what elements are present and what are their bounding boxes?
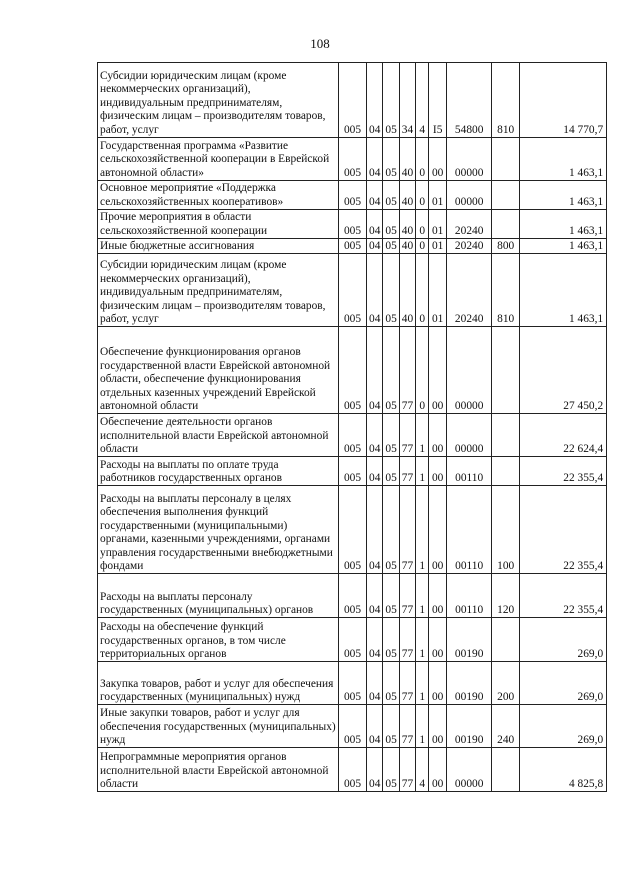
row-amount: 269,0 (520, 618, 607, 662)
expense-type-code: 200 (492, 662, 520, 705)
section-code: 04 (367, 210, 383, 239)
direction-code: 00110 (447, 486, 492, 574)
main-event-code: 01 (429, 181, 447, 210)
subprogram-code: 1 (416, 662, 429, 705)
table-row (98, 705, 607, 748)
subsection-code: 05 (383, 457, 399, 486)
direction-code: 00190 (447, 618, 492, 662)
ministry-code: 005 (339, 457, 367, 486)
row-amount: 22 624,4 (520, 414, 607, 457)
subsection-code: 05 (383, 63, 399, 138)
row-amount: 1 463,1 (520, 181, 607, 210)
main-event-code: 00 (429, 705, 447, 748)
program-code: 77 (399, 574, 415, 618)
program-code: 77 (399, 486, 415, 574)
table-row (98, 414, 607, 457)
row-name: Расходы на обеспечение функций государственных органов, в том числе территориальных органов (98, 618, 339, 662)
row-name: Расходы на выплаты персоналу в целях обеспечения выполнения функций государственными (муниципальными) органами, казенными учреждениями, органами управления государственными внебюджетными фондами (98, 486, 339, 574)
expense-type-code (492, 748, 520, 792)
section-code: 04 (367, 574, 383, 618)
program-code: 77 (399, 414, 415, 457)
program-code: 77 (399, 618, 415, 662)
table-row (98, 138, 607, 181)
direction-code: 00000 (447, 181, 492, 210)
direction-code: 00000 (447, 748, 492, 792)
program-code: 77 (399, 748, 415, 792)
expense-type-code (492, 210, 520, 239)
table-row (98, 457, 607, 486)
page-number: 108 (310, 36, 330, 51)
direction-code: 00190 (447, 662, 492, 705)
subsection-code: 05 (383, 748, 399, 792)
direction-code: 20240 (447, 254, 492, 327)
row-name: Расходы на выплаты персоналу государственных (муниципальных) органов (98, 574, 339, 618)
row-name: Государственная программа «Развитие сельскохозяйственной кооперации в Еврейской автономной области» (98, 138, 339, 181)
subsection-code: 05 (383, 210, 399, 239)
subprogram-code: 1 (416, 705, 429, 748)
subprogram-code: 1 (416, 618, 429, 662)
row-amount: 1 463,1 (520, 138, 607, 181)
ministry-code: 005 (339, 705, 367, 748)
main-event-code: 01 (429, 254, 447, 327)
direction-code: 00190 (447, 705, 492, 748)
subsection-code: 05 (383, 414, 399, 457)
program-code: 77 (399, 457, 415, 486)
main-event-code: 00 (429, 138, 447, 181)
program-code: 34 (399, 63, 415, 138)
row-amount: 269,0 (520, 705, 607, 748)
ministry-code: 005 (339, 63, 367, 138)
row-name: Расходы на выплаты по оплате труда работников государственных органов (98, 457, 339, 486)
main-event-code: 00 (429, 486, 447, 574)
row-name: Субсидии юридическим лицам (кроме некоммерческих организаций), индивидуальным предпринимателям, физическим лицам – производителям товаров, работ, услуг (98, 63, 339, 138)
ministry-code: 005 (339, 414, 367, 457)
subprogram-code: 0 (416, 239, 429, 254)
ministry-code: 005 (339, 574, 367, 618)
table-row (98, 748, 607, 792)
ministry-code: 005 (339, 486, 367, 574)
section-code: 04 (367, 138, 383, 181)
subsection-code: 05 (383, 574, 399, 618)
row-name: Непрограммные мероприятия органов исполнительной власти Еврейской автономной области (98, 748, 339, 792)
subsection-code: 05 (383, 327, 399, 414)
row-name: Закупка товаров, работ и услуг для обеспечения государственных (муниципальных) нужд (98, 662, 339, 705)
row-name: Иные бюджетные ассигнования (98, 239, 339, 254)
row-amount: 22 355,4 (520, 457, 607, 486)
section-code: 04 (367, 414, 383, 457)
row-amount: 269,0 (520, 662, 607, 705)
subsection-code: 05 (383, 181, 399, 210)
subprogram-code: 0 (416, 181, 429, 210)
table-row (98, 662, 607, 705)
table-row (98, 181, 607, 210)
section-code: 04 (367, 705, 383, 748)
direction-code: 00110 (447, 457, 492, 486)
subprogram-code: 4 (416, 63, 429, 138)
ministry-code: 005 (339, 748, 367, 792)
section-code: 04 (367, 327, 383, 414)
section-code: 04 (367, 63, 383, 138)
main-event-code: 00 (429, 662, 447, 705)
row-name: Обеспечение функционирования органов государственной власти Еврейской автономной области, обеспечение функционирования отдельных казенных учреждений Еврейской автономной области (98, 327, 339, 414)
ministry-code: 005 (339, 327, 367, 414)
table-row (98, 254, 607, 327)
main-event-code: 01 (429, 210, 447, 239)
row-amount: 1 463,1 (520, 239, 607, 254)
subsection-code: 05 (383, 138, 399, 181)
section-code: 04 (367, 239, 383, 254)
row-amount: 14 770,7 (520, 63, 607, 138)
direction-code: 00000 (447, 138, 492, 181)
subsection-code: 05 (383, 254, 399, 327)
expense-type-code (492, 618, 520, 662)
row-name: Прочие мероприятия в области сельскохозяйственной кооперации (98, 210, 339, 239)
subprogram-code: 1 (416, 574, 429, 618)
ministry-code: 005 (339, 254, 367, 327)
main-event-code: 00 (429, 414, 447, 457)
subprogram-code: 0 (416, 254, 429, 327)
main-event-code: 00 (429, 618, 447, 662)
program-code: 77 (399, 705, 415, 748)
program-code: 40 (399, 239, 415, 254)
ministry-code: 005 (339, 210, 367, 239)
row-name: Субсидии юридическим лицам (кроме некоммерческих организаций), индивидуальным предпринимателям, физическим лицам – производителям товаров, работ, услуг (98, 254, 339, 327)
expense-type-code: 120 (492, 574, 520, 618)
expense-type-code (492, 457, 520, 486)
row-amount: 27 450,2 (520, 327, 607, 414)
section-code: 04 (367, 181, 383, 210)
section-code: 04 (367, 618, 383, 662)
program-code: 40 (399, 210, 415, 239)
expense-type-code: 810 (492, 254, 520, 327)
subprogram-code: 0 (416, 138, 429, 181)
expense-type-code: 100 (492, 486, 520, 574)
subsection-code: 05 (383, 662, 399, 705)
budget-table (97, 62, 607, 792)
ministry-code: 005 (339, 239, 367, 254)
row-amount: 22 355,4 (520, 574, 607, 618)
subsection-code: 05 (383, 705, 399, 748)
table-row (98, 239, 607, 254)
direction-code: 00000 (447, 414, 492, 457)
main-event-code: 01 (429, 239, 447, 254)
program-code: 40 (399, 138, 415, 181)
program-code: 40 (399, 181, 415, 210)
section-code: 04 (367, 748, 383, 792)
ministry-code: 005 (339, 138, 367, 181)
direction-code: 00110 (447, 574, 492, 618)
direction-code: 20240 (447, 239, 492, 254)
row-name: Обеспечение деятельности органов исполнительной власти Еврейской автономной области (98, 414, 339, 457)
subsection-code: 05 (383, 618, 399, 662)
ministry-code: 005 (339, 618, 367, 662)
expense-type-code (492, 181, 520, 210)
table-row (98, 618, 607, 662)
program-code: 40 (399, 254, 415, 327)
expense-type-code (492, 414, 520, 457)
subprogram-code: 1 (416, 457, 429, 486)
main-event-code: I5 (429, 63, 447, 138)
subprogram-code: 0 (416, 327, 429, 414)
table-row (98, 486, 607, 574)
subsection-code: 05 (383, 239, 399, 254)
program-code: 77 (399, 327, 415, 414)
row-amount: 4 825,8 (520, 748, 607, 792)
main-event-code: 00 (429, 327, 447, 414)
row-amount: 1 463,1 (520, 254, 607, 327)
subsection-code: 05 (383, 486, 399, 574)
row-amount: 1 463,1 (520, 210, 607, 239)
subprogram-code: 4 (416, 748, 429, 792)
subprogram-code: 1 (416, 414, 429, 457)
expense-type-code: 240 (492, 705, 520, 748)
section-code: 04 (367, 662, 383, 705)
table-row (98, 327, 607, 414)
row-name: Основное мероприятие «Поддержка сельскохозяйственных кооперативов» (98, 181, 339, 210)
expense-type-code (492, 138, 520, 181)
main-event-code: 00 (429, 457, 447, 486)
row-amount: 22 355,4 (520, 486, 607, 574)
expense-type-code: 810 (492, 63, 520, 138)
main-event-code: 00 (429, 574, 447, 618)
direction-code: 54800 (447, 63, 492, 138)
expense-type-code: 800 (492, 239, 520, 254)
table-row (98, 63, 607, 138)
table-row (98, 210, 607, 239)
program-code: 77 (399, 662, 415, 705)
main-event-code: 00 (429, 748, 447, 792)
section-code: 04 (367, 486, 383, 574)
subprogram-code: 1 (416, 486, 429, 574)
row-name: Иные закупки товаров, работ и услуг для обеспечения государственных (муниципальных) нужд (98, 705, 339, 748)
direction-code: 20240 (447, 210, 492, 239)
section-code: 04 (367, 254, 383, 327)
direction-code: 00000 (447, 327, 492, 414)
table-row (98, 574, 607, 618)
expense-type-code (492, 327, 520, 414)
ministry-code: 005 (339, 662, 367, 705)
section-code: 04 (367, 457, 383, 486)
ministry-code: 005 (339, 181, 367, 210)
subprogram-code: 0 (416, 210, 429, 239)
